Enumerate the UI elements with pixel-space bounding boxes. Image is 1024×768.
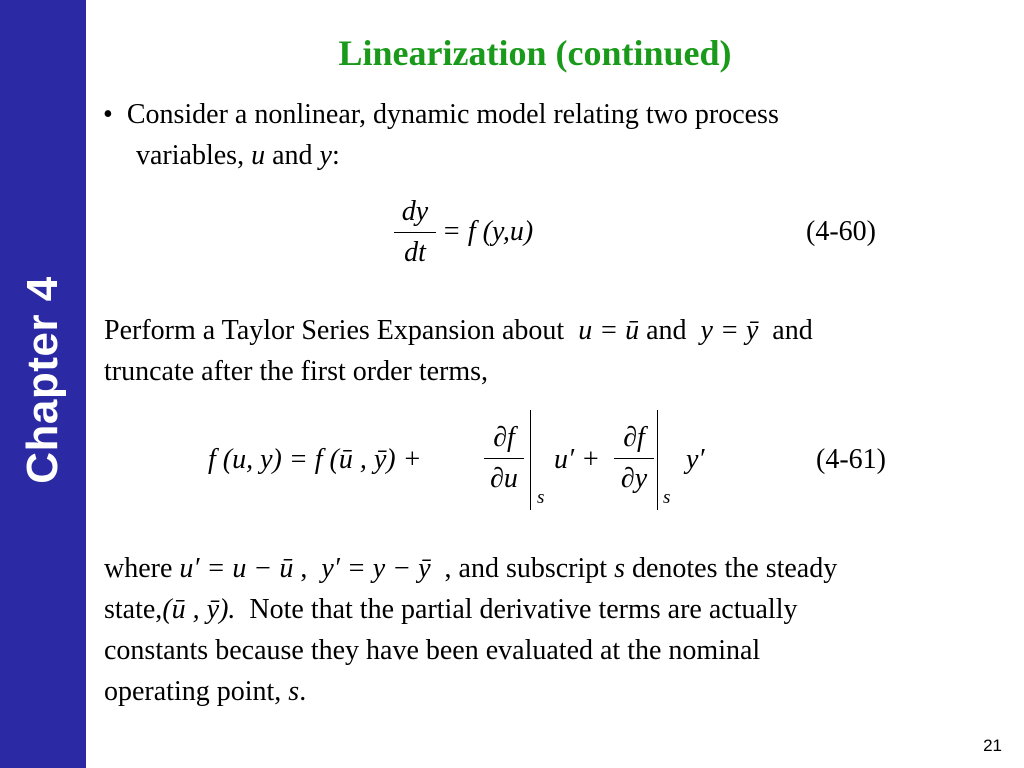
bullet-line-1 bbox=[103, 94, 779, 135]
eq1-fraction bbox=[394, 196, 436, 269]
para3-line-1 bbox=[104, 548, 837, 589]
para3-after-defs: , and subscript bbox=[444, 553, 608, 584]
para2-text: Perform a Taylor Series Expansion about bbox=[104, 315, 565, 346]
eq2-term-2: y′ bbox=[686, 444, 705, 475]
eq2-partial-u-den: ∂u bbox=[490, 463, 518, 494]
para3-op-prefix: operating point, bbox=[104, 676, 282, 707]
and-word: and bbox=[265, 140, 320, 171]
eq1-denominator: dt bbox=[404, 237, 426, 268]
eq1-numerator: dy bbox=[401, 196, 429, 227]
eq1-rhs: = f (y,u) bbox=[442, 216, 534, 247]
chapter-label: Chapter 4 bbox=[18, 276, 67, 484]
chapter-sidebar bbox=[0, 0, 86, 768]
eq2-eval-bar-2 bbox=[657, 410, 658, 510]
para3-line-4 bbox=[104, 671, 306, 712]
bullet-marker: • bbox=[103, 99, 113, 130]
para3-after-s: denotes the steady bbox=[631, 553, 838, 584]
para3-state-prefix: state, bbox=[104, 594, 163, 625]
para2-and-2: and bbox=[772, 315, 813, 346]
bullet-text-1: Consider a nonlinear, dynamic model relating two process bbox=[126, 99, 779, 130]
para3-op-suffix: . bbox=[299, 676, 307, 707]
para3-where: where bbox=[104, 553, 173, 584]
bullet-text-2-suffix: : bbox=[331, 140, 340, 171]
eq1-number: (4-60) bbox=[806, 216, 876, 247]
eq1-fraction-bar bbox=[394, 232, 436, 233]
para3-line-3: constants because they have been evaluated at the nominal bbox=[104, 635, 761, 666]
eq2-number: (4-61) bbox=[816, 444, 886, 475]
para3-op-var: s bbox=[288, 676, 300, 707]
page-number: 21 bbox=[983, 736, 1002, 755]
para3-note: Note that the partial derivative terms are actually bbox=[249, 594, 798, 625]
para3-line-2 bbox=[104, 589, 797, 630]
eq2-partial-y-num: ∂f bbox=[623, 422, 645, 453]
eq2-partial-u-num: ∂f bbox=[493, 422, 515, 453]
deviation-u-def: u′ = u − ū bbox=[179, 553, 294, 584]
condition-u: u = ū bbox=[578, 315, 640, 346]
eq2-subscript-2: s bbox=[663, 487, 671, 508]
slide-title: Linearization (continued) bbox=[338, 33, 732, 73]
bullet-line-2 bbox=[136, 135, 340, 176]
eq2-partial-y-den: ∂y bbox=[620, 463, 648, 494]
para2-line-2: truncate after the first order terms, bbox=[104, 356, 489, 387]
eq2-lhs: f (u, y) = f (ū , ȳ) + bbox=[208, 444, 422, 475]
var-u: u bbox=[251, 140, 266, 171]
eq2-partial-u-bar bbox=[484, 458, 524, 459]
var-y: y bbox=[319, 140, 332, 171]
eq2-partial-y-bar bbox=[614, 458, 654, 459]
para2-and-1: and bbox=[646, 315, 687, 346]
condition-y: y = ȳ bbox=[700, 315, 759, 346]
para3-comma: , bbox=[300, 553, 308, 584]
eq2-term-1: u′ + bbox=[554, 444, 601, 475]
eq2-partial-y bbox=[614, 422, 654, 495]
deviation-y-def: y′ = y − ȳ bbox=[321, 553, 431, 584]
steady-state-point: (ū , ȳ). bbox=[162, 594, 236, 625]
eq2-partial-u bbox=[484, 422, 524, 495]
eq2-subscript-1: s bbox=[537, 487, 545, 508]
eq2-eval-bar-1 bbox=[530, 410, 531, 510]
para3-s-var: s bbox=[614, 553, 625, 584]
bullet-text-2-prefix: variables, bbox=[136, 140, 252, 171]
para2-line-1 bbox=[104, 310, 813, 351]
